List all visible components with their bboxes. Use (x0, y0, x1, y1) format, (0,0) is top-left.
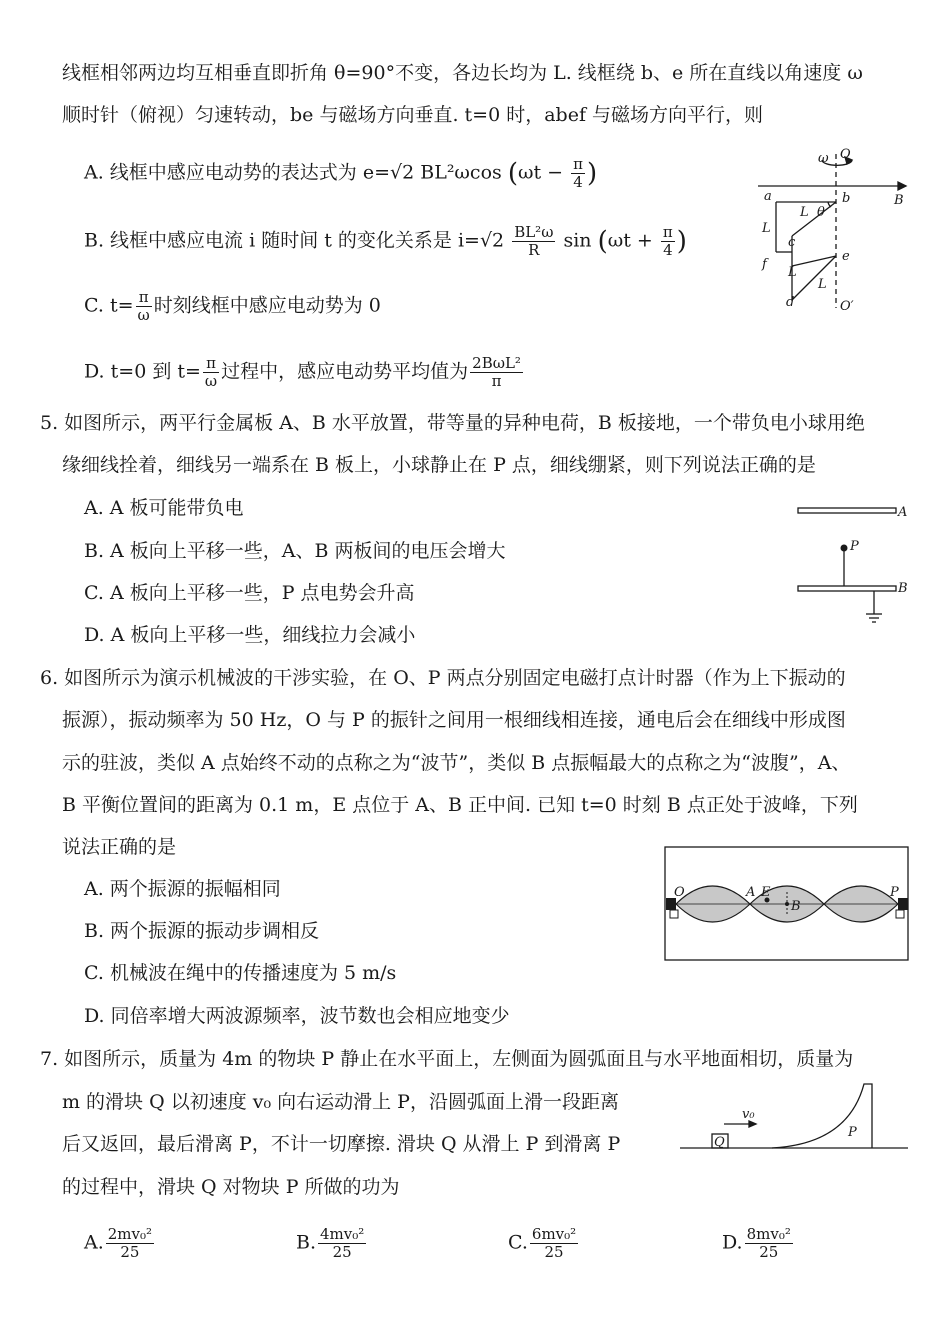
q5-label-A: A (898, 505, 908, 520)
q6-label-B: B (791, 899, 801, 914)
q7-option-a-fraction: $\frac{\text{2mv₀²}}{25}$ (107, 1225, 153, 1261)
q7-label-v0: v₀ (742, 1107, 755, 1122)
q6-label-O: O (674, 885, 685, 900)
q5-stem-line-1: 5. 如图所示，两平行金属板 A、B 水平放置，带等量的异种电荷，B 板接地，一个带负电小球用绝 (40, 412, 865, 434)
q4-label-omega: ω (818, 151, 829, 166)
q4-label-O: O (840, 147, 851, 162)
q4-stem-line-2: 顺时针（俯视）匀速转动，be 与磁场方向垂直. t=0 时，abef 与磁场方向平行，则 (62, 104, 764, 126)
q4-label-e: e (842, 249, 850, 264)
q7-option-c-fraction: $\frac{\text{6mv₀²}}{25}$ (531, 1225, 577, 1261)
q7-label-P: P (848, 1125, 857, 1140)
q4-label-L1: L (800, 205, 809, 220)
q4-option-c-suffix: 时刻线框中感应电动势为 0 (153, 294, 381, 317)
q4-label-c: c (788, 235, 796, 250)
q7-stem-line-1: 7. 如图所示，质量为 4m 的物块 P 静止在水平面上，左侧面为圆弧面且与水平地面相切，质量为 (40, 1048, 854, 1070)
q6-source-P (898, 898, 908, 910)
q6-label-P: P (890, 885, 899, 900)
q6-label-A: A (746, 885, 756, 900)
q7-stem-line-2: m 的滑块 Q 以初速度 v₀ 向右运动滑上 P，沿圆弧面上滑一段距离 (62, 1091, 619, 1113)
q4-label-Oprime: O′ (840, 299, 854, 314)
q7-option-b[interactable] (296, 1226, 368, 1261)
q6-stem-line-2: 振源），振动频率为 50 Hz，O 与 P 的振针之间用一根细线相连接，通电后会在细线中形成图 (62, 709, 846, 731)
q7-block-P (772, 1084, 872, 1148)
q7-option-b-label: B. (296, 1231, 317, 1254)
q4-option-b-text: B. 线框中感应电流 i 随时间 t 的变化关系是 i=√2 (84, 229, 505, 252)
q4-option-b-fraction: $\frac{\text{BL²ω}}{R}$ (514, 223, 554, 259)
q4-label-L2: L (762, 221, 771, 236)
q4-option-d-mid: 过程中，感应电动势平均值为 (221, 360, 469, 383)
q7-option-c[interactable] (508, 1226, 580, 1261)
q4-label-L3: L (788, 265, 797, 280)
q7-option-a-label: A. (84, 1231, 104, 1254)
q7-figure (676, 1078, 912, 1158)
q4-label-L4: L (818, 277, 827, 292)
q4-label-f: f (762, 257, 767, 272)
q4-option-b-arg: ωt + (607, 229, 653, 252)
q4-option-c[interactable] (84, 289, 381, 324)
q6-figure (664, 846, 910, 962)
q6-option-c[interactable]: C. 机械波在绳中的传播速度为 5 m/s (84, 962, 397, 984)
q5-label-B: B (898, 581, 908, 596)
q4-option-c-prefix: C. t= (84, 294, 134, 317)
q5-plate-a (798, 508, 896, 513)
q5-option-d[interactable]: D. A 板向上平移一些，细线拉力会减小 (84, 624, 416, 646)
q6-label-E: E (761, 885, 771, 900)
q4-option-d-fraction: $\frac{\pi}{\omega}$ (204, 354, 218, 390)
q5-option-b[interactable]: B. A 板向上平移一些，A、B 两板间的电压会增大 (84, 540, 506, 562)
q4-option-d-result-fraction: $\frac{\text{2BωL²}}{\pi}$ (472, 354, 521, 390)
q7-option-d-fraction: $\frac{\text{8mv₀²}}{25}$ (746, 1225, 791, 1261)
q7-label-Q: Q (714, 1135, 725, 1150)
q4-field-arrow (898, 182, 906, 190)
q6-option-a[interactable]: A. 两个振源的振幅相同 (84, 878, 281, 900)
q5-option-a[interactable]: A. A 板可能带负电 (84, 497, 244, 519)
q6-option-d[interactable]: D. 同倍率增大两波源频率，波节数也会相应地变少 (84, 1005, 510, 1027)
q4-option-a-text: A. 线框中感应电动势的表达式为 e=√2 BL²ωcos (84, 161, 502, 184)
q6-option-b[interactable]: B. 两个振源的振动步调相反 (84, 920, 320, 942)
q6-point-B (785, 902, 789, 906)
q4-stem-line-1: 线框相邻两边均互相垂直即折角 θ=90°不变，各边长均为 L. 线框绕 b、e 所在直线以角速度 ω (62, 62, 863, 84)
q7-option-c-label: C. (508, 1231, 528, 1254)
q5-label-P: P (850, 539, 859, 554)
q7-option-d[interactable] (722, 1226, 795, 1261)
q6-stem-line-1: 6. 如图所示为演示机械波的干涉实验，在 O、P 两点分别固定电磁打点计时器（作为上下振动的 (40, 667, 846, 689)
q6-stem-line-4: B 平衡位置间的距离为 0.1 m，E 点位于 A、B 正中间. 已知 t=0 时刻 B 点正处于波峰，下列 (62, 794, 858, 816)
q5-figure (790, 498, 920, 633)
q7-stem-line-4: 的过程中，滑块 Q 对物块 P 所做的功为 (62, 1176, 400, 1198)
q7-stem-line-3: 后又返回，最后滑离 P，不计一切摩擦. 滑块 Q 从滑上 P 到滑离 P (62, 1133, 621, 1155)
q4-option-a-fraction: $\frac{\pi}{4}$ (573, 155, 583, 191)
q4-option-a[interactable]: A. 线框中感应电动势的表达式为 e=√2 BL²ωcos (ωt − $\frac{\pi}{4}$ ) (84, 155, 598, 191)
q4-option-d[interactable] (84, 355, 525, 390)
q5-ball (841, 545, 848, 552)
q7-option-b-fraction: $\frac{\text{4mv₀²}}{25}$ (320, 1225, 365, 1261)
q4-label-a: a (764, 189, 772, 204)
q6-stem-line-3: 示的驻波，类似 A 点始终不动的点称之为“波节”，类似 B 点振幅最大的点称之为“波腹”，A、 (62, 752, 851, 774)
q4-label-theta: θ (817, 205, 825, 220)
q4-edge-cb (792, 202, 836, 236)
q4-option-c-fraction: $\frac{\pi}{\omega}$ (137, 288, 150, 324)
q4-option-b[interactable]: B. 线框中感应电流 i 随时间 t 的变化关系是 i=√2 $\frac{\text{BL²ω}}{R}$ sin (ωt + $\frac{\pi}{4}$ ) (84, 223, 687, 259)
q5-option-c[interactable]: C. A 板向上平移一些，P 点电势会升高 (84, 582, 415, 604)
q4-option-b-sin: sin (563, 229, 592, 252)
q5-plate-b (798, 586, 896, 591)
q4-edge-de (792, 256, 836, 300)
q4-option-a-arg: ωt − (517, 161, 564, 184)
q6-stem-line-5: 说法正确的是 (62, 836, 177, 858)
q4-label-d: d (786, 295, 795, 310)
q4-label-b: b (842, 191, 851, 206)
q7-option-d-label: D. (722, 1231, 743, 1254)
q4-label-B: B (894, 193, 904, 208)
q5-stem-line-2: 缘细线拴着，细线另一端系在 B 板上，小球静止在 P 点，细线绷紧，则下列说法正确的是 (62, 454, 816, 476)
q4-option-b-arg-fraction: $\frac{\pi}{4}$ (662, 223, 673, 259)
q4-option-d-prefix: D. t=0 到 t= (84, 360, 201, 383)
q7-option-a[interactable] (84, 1226, 156, 1261)
q4-figure (748, 140, 918, 315)
